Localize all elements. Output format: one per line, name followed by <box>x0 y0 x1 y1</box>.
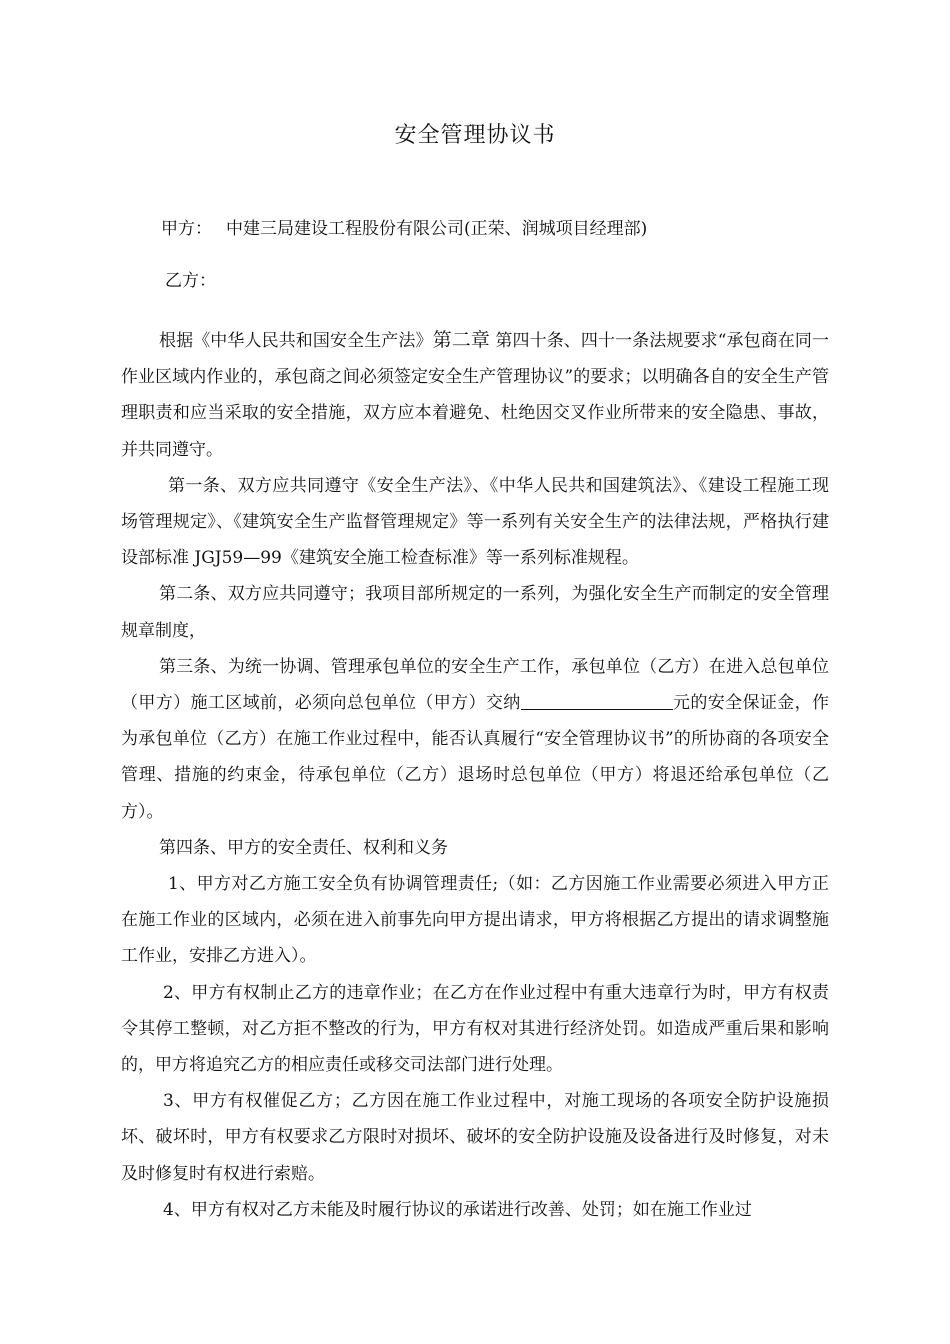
party-a-name: 中建三局建设工程股份有限公司(正荣、润城项目经理部) <box>226 219 648 239</box>
intro-chapter: 第二章 <box>432 329 490 351</box>
document-title: 安全管理协议书 <box>394 123 556 148</box>
article-4-item-1: 1、甲方对乙方施工安全负有协调管理责任;（如：乙方因施工作业需要必须进入甲方正在施工作业的区域内，必须在进入前事先向甲方提出请求，甲方将根据乙方提出的请求调整施工作业，安排乙方进入）。 <box>121 874 829 967</box>
agreement-body <box>121 322 829 1228</box>
article-4-item-3: 3、甲方有权催促乙方；乙方因在施工作业过程中，对施工现场的各项安全防护设施损坏、破坏时，甲方有权要求乙方限时对损坏、破坏的安全防护设施及设备进行及时修复，对未及时修复时有权进行索赔。 <box>121 1091 829 1184</box>
article-4-heading: 第四条、甲方的安全责任、权利和义务 <box>159 837 448 858</box>
article-3-text-a: 第三条、为统一协调、管理承包单位的安全生产工作，承包单位（乙方）在进入总包单位（甲方）施工区域前，必须向总包单位（甲方）交纳 <box>121 656 829 714</box>
intro-paragraph <box>121 322 829 468</box>
article-2: 第二条、双方应共同遵守；我项目部所规定的一系列，为强化安全生产而制定的安全管理规章制度， <box>121 584 829 641</box>
article-4-item-2: 2、甲方有权制止乙方的违章作业；在乙方在作业过程中有重大违章行为时，甲方有权责令其停工整顿，对乙方拒不整改的行为，甲方有权对其进行经济处罚。如造成严重后果和影响的，甲方将追究乙方的相应责任或移交司法部门进行处理。 <box>121 982 829 1076</box>
deposit-amount-blank <box>521 691 673 710</box>
intro-text-a: 根据《中华人民共和国安全生产法》 <box>159 331 433 351</box>
article-3 <box>121 649 829 830</box>
article-1: 第一条、双方应共同遵守《安全生产法》、《中华人民共和国建筑法》、《建设工程施工现场管理规定》、《建筑安全生产监督管理规定》等一系列有关安全生产的法律法规，严格执行建设部标准 JGJ59—99《建筑安全施工检查标准》等一系列标准规程。 <box>121 475 829 569</box>
party-a-label: 甲方： <box>161 219 212 239</box>
party-b-label: 乙方： <box>165 271 216 291</box>
article-3-text-b: 元的安全保证金，作为承包单位（乙方）在施工作业过程中，能否认真履行“安全管理协议书”的所协商的各项安全管理、措施的约束金，待承包单位（乙方）退场时总包单位（甲方）将退还给承包单位（乙方）。 <box>121 693 829 822</box>
party-a-line <box>161 214 647 239</box>
intro-text-b: 第四十条、四十一条法规要求“承包商在同一作业区域内作业的，承包商之间必须签定安全生产管理协议”的要求；以明确各自的安全生产管理职责和应当采取的安全措施，双方应本着避免、杜绝因交叉作业所带来的安全隐患、事故，并共同遵守。 <box>121 331 829 460</box>
article-4-item-4: 4、甲方有权对乙方未能及时履行协议的承诺进行改善、处罚；如在施工作业过 <box>163 1199 752 1220</box>
